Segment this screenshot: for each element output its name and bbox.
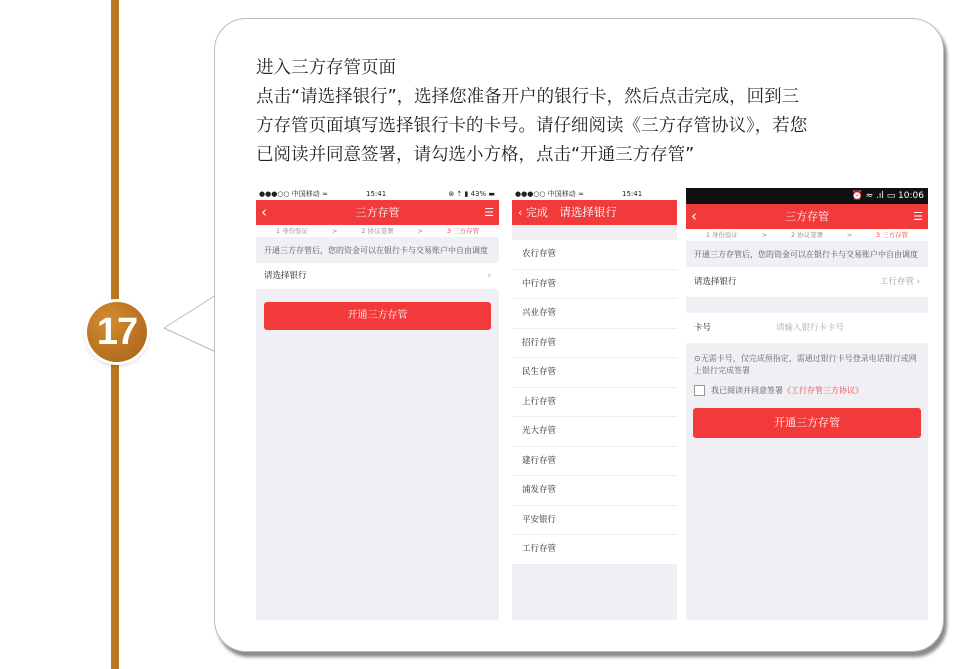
card-number-row[interactable] xyxy=(686,313,928,343)
step-agreement: 2 协议签署 xyxy=(790,231,824,239)
phone-screen-open-account xyxy=(256,188,499,620)
done-button[interactable]: ‹ 完成 xyxy=(518,206,548,219)
status-indicators: ⏰ ≈ .ıl ▭ 10:06 xyxy=(851,191,924,201)
hint-text: ⊙无需卡号，仅完成预指定，需通过银行卡号登录电话银行或网上银行完成签署 xyxy=(694,354,917,375)
bank-option[interactable]: 建行存管 xyxy=(512,447,677,477)
notice-text: 开通三方存管后，您的资金可以在银行卡与交易账户中自由调度 xyxy=(264,246,488,255)
bank-option[interactable]: 光大存管 xyxy=(512,417,677,447)
status-indicators: ⊛ ⇡ ▮ 43% ▬ xyxy=(448,190,495,198)
nav-title: 三方存管 xyxy=(355,206,400,219)
agreement-checkbox[interactable] xyxy=(694,385,705,396)
menu-icon[interactable]: ☰ xyxy=(913,210,923,223)
nav-title: 请选择银行 xyxy=(559,205,617,219)
step-custody: 3 三方存管 xyxy=(446,227,480,235)
progress-steps xyxy=(256,225,499,237)
selected-bank-value: 工行存管 › xyxy=(879,277,920,287)
agreement-link[interactable]: 《工行存管三方协议》 xyxy=(783,386,863,395)
step-separator: > xyxy=(761,231,768,239)
status-bar xyxy=(512,188,677,200)
nav-bar xyxy=(686,204,928,229)
back-icon[interactable]: ‹ xyxy=(691,207,697,225)
phone-screen-select-bank xyxy=(512,188,677,620)
card-number-input[interactable]: 请输入银行卡卡号 xyxy=(776,323,845,333)
back-icon[interactable]: ‹ xyxy=(261,203,267,221)
menu-icon[interactable]: ☰ xyxy=(484,206,494,219)
status-bar xyxy=(686,188,928,204)
phone-screen-fill-card xyxy=(686,188,928,620)
bank-option[interactable]: 工行存管 xyxy=(512,535,677,565)
nav-bar xyxy=(512,200,677,225)
instruction-line: 进入三方存管页面 xyxy=(256,58,396,78)
open-custody-button[interactable]: 开通三方存管 xyxy=(693,408,921,438)
bank-option[interactable]: 招行存管 xyxy=(512,329,677,359)
select-bank-label: 请选择银行 xyxy=(694,277,737,287)
carrier-text: ●●●○○ 中国移动 ≈ xyxy=(515,190,584,198)
instruction-line: 已阅读并同意签署，请勾选小方格，点击“开通三方存管” xyxy=(256,145,695,165)
step-identity: 1 身份验证 xyxy=(705,231,739,239)
nav-title: 三方存管 xyxy=(785,210,829,223)
select-bank-row[interactable] xyxy=(686,267,928,297)
chevron-right-icon: › xyxy=(487,271,491,281)
bank-option[interactable]: 农行存管 xyxy=(512,240,677,270)
agreement-row xyxy=(686,381,928,400)
bank-list xyxy=(512,240,677,565)
step-separator: > xyxy=(332,227,338,235)
select-bank-row[interactable] xyxy=(256,263,499,289)
step-custody: 3 三方存管 xyxy=(875,231,909,239)
instruction-line: 点击“请选择银行”，选择您准备开户的银行卡，然后点击完成，回到三 xyxy=(256,87,800,107)
bank-option[interactable]: 平安银行 xyxy=(512,506,677,536)
status-bar xyxy=(256,188,499,200)
bank-option[interactable]: 中行存管 xyxy=(512,270,677,300)
status-time: 15:41 xyxy=(622,190,643,198)
bank-option[interactable]: 浦发存管 xyxy=(512,476,677,506)
agreement-text: 我已阅读并同意签署 xyxy=(711,386,783,395)
nav-bar xyxy=(256,200,499,225)
open-custody-button[interactable]: 开通三方存管 xyxy=(264,302,491,330)
step-separator: > xyxy=(846,231,853,239)
step-separator: > xyxy=(417,227,423,235)
instruction-line: 方存管页面填写选择银行卡的卡号。请仔细阅读《三方存管协议》，若您 xyxy=(256,116,808,136)
bank-option[interactable]: 上行存管 xyxy=(512,388,677,418)
step-identity: 1 身份验证 xyxy=(275,227,309,235)
instruction-text xyxy=(256,54,936,170)
carrier-text: ●●●○○ 中国移动 ≈ xyxy=(259,190,328,198)
card-number-label: 卡号 xyxy=(694,323,712,333)
select-bank-label: 请选择银行 xyxy=(264,271,307,281)
notice-text: 开通三方存管后，您的资金可以在银行卡与交易账户中自由调度 xyxy=(694,250,918,259)
bank-option[interactable]: 民生存管 xyxy=(512,358,677,388)
bank-option[interactable]: 兴业存管 xyxy=(512,299,677,329)
progress-steps xyxy=(686,229,928,241)
bubble-tail xyxy=(160,290,220,360)
status-time: 15:41 xyxy=(366,190,387,198)
step-agreement: 2 协议签署 xyxy=(361,227,394,235)
step-number-badge: 17 xyxy=(87,302,147,362)
